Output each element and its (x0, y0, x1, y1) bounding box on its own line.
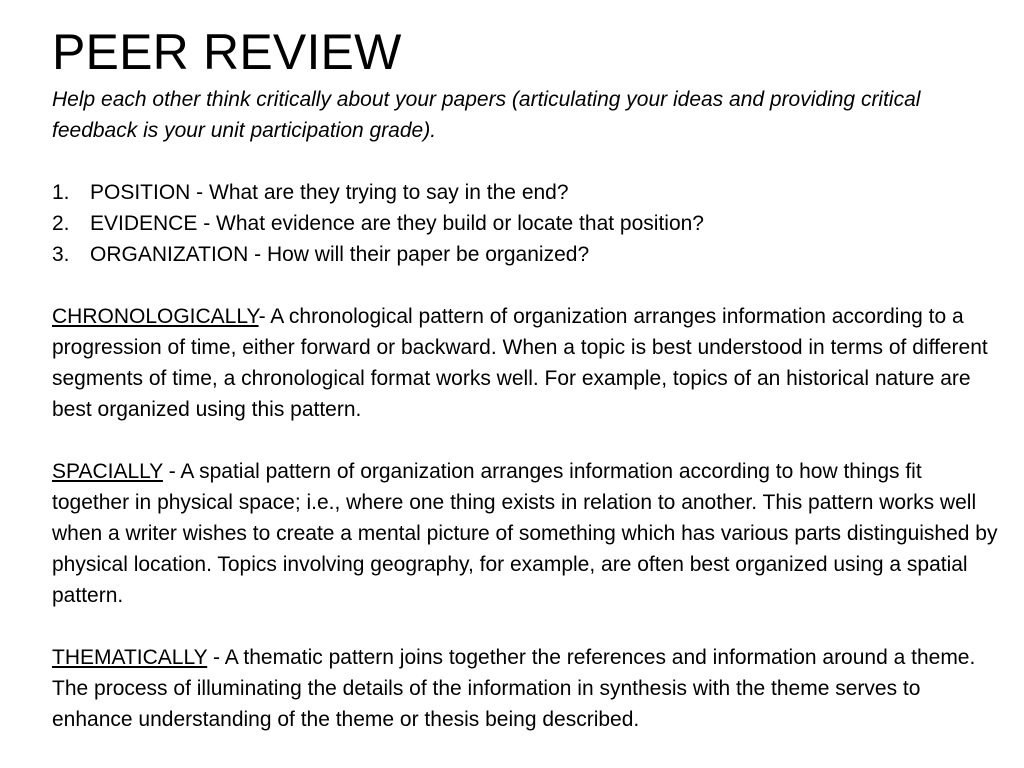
list-item-number: 2. (52, 212, 70, 235)
list-item (52, 239, 1002, 270)
list-item-text: ORGANIZATION - How will their paper be organized? (90, 243, 590, 266)
pattern-description: - A thematic pattern joins together the references and information around a theme. The process of illuminating the details of the information in synthesis with the theme serves to enhance understanding of the theme or thesis being described. (52, 646, 976, 731)
pattern-term: THEMATICALLY (52, 646, 208, 669)
slide (52, 22, 1002, 735)
pattern-description: - A chronological pattern of organization arranges information according to a progression of time, either forward or backward. When a topic is best understood in terms of different segments of time, a chronological format works well. For example, topics of an historical nature are best organized using this pattern. (52, 305, 988, 421)
list-item-text: POSITION - What are they trying to say in the end? (90, 181, 569, 204)
list-item-number: 1. (52, 181, 70, 204)
question-list (52, 177, 1002, 270)
pattern-term: SPACIALLY (52, 460, 163, 483)
slide-subtitle: Help each other think critically about your papers (articulating your ideas and providing critical feedback is your unit participation grade). (52, 88, 921, 142)
pattern-spatial (52, 456, 1002, 611)
pattern-term: CHRONOLOGICALLY (52, 305, 259, 328)
pattern-chronological (52, 301, 1002, 425)
list-item (52, 208, 1002, 239)
list-item-text: EVIDENCE - What evidence are they build or locate that position? (90, 212, 704, 235)
slide-title: PEER REVIEW (52, 24, 402, 80)
list-item (52, 177, 1002, 208)
list-item-number: 3. (52, 243, 70, 266)
pattern-thematic (52, 642, 1002, 735)
pattern-description: - A spatial pattern of organization arranges information according to how things fit together in physical space; i.e., where one thing exists in relation to another. This pattern works well when a writer wishes to create a mental picture of something which has various parts distinguished by physical location. Topics involving geography, for example, are often best organized using a spatial pattern. (52, 460, 998, 607)
